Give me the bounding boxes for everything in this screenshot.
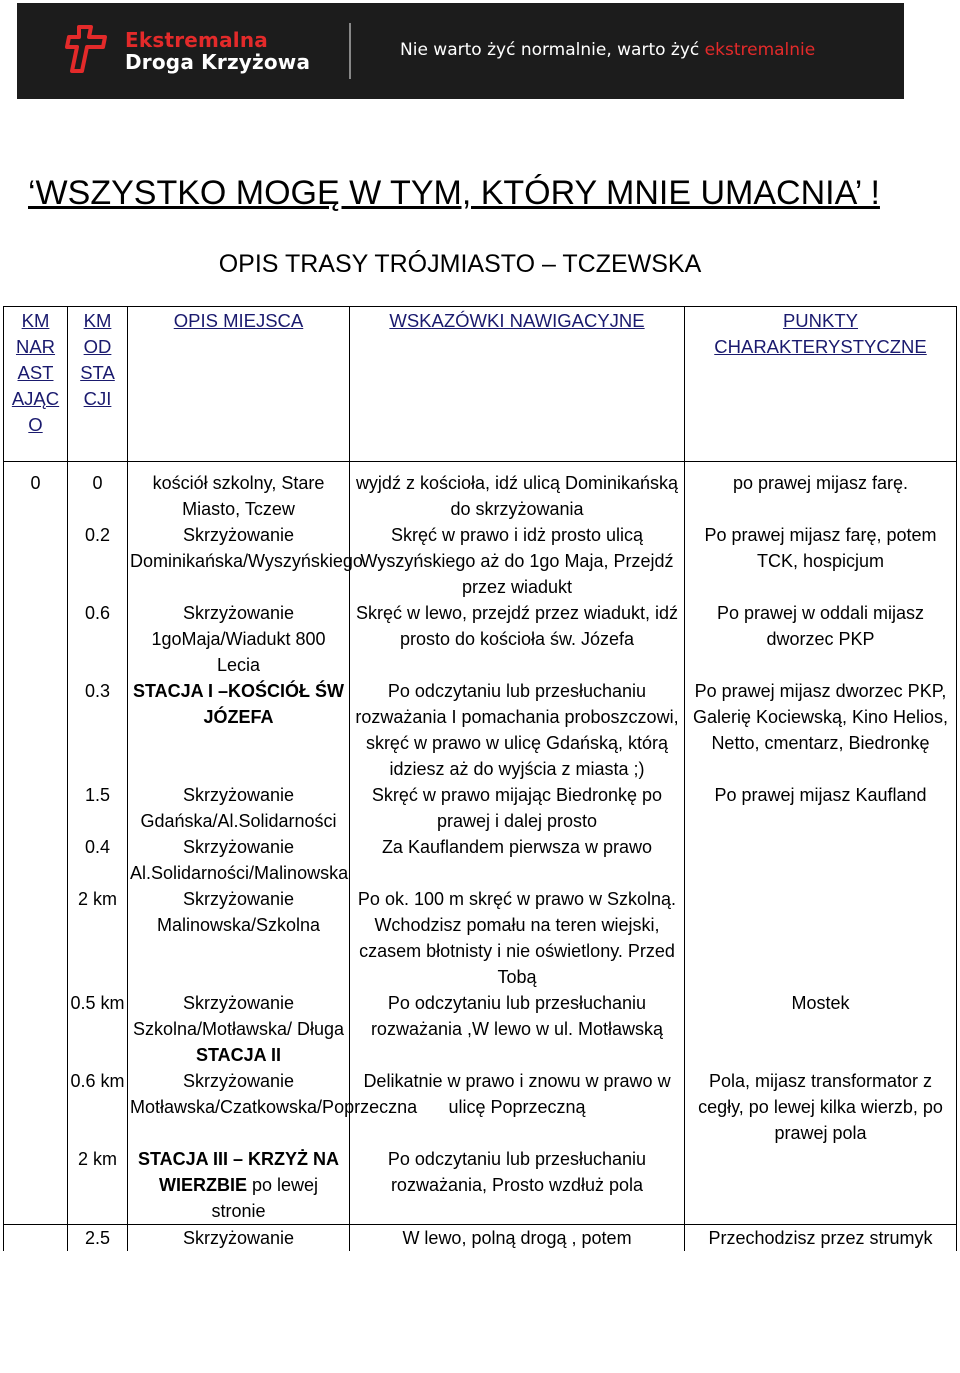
- brand-logotype[interactable]: [125, 29, 310, 73]
- cell-place: [128, 834, 350, 886]
- cell-km-station: 2 km: [68, 1146, 128, 1225]
- table-body: [4, 462, 957, 1252]
- cell-km-station: 0.6 km: [68, 1068, 128, 1146]
- slogan-accent: ekstremalnie: [704, 40, 816, 60]
- cell-navigation: Skręć w prawo mijając Biedronkę po prawej i dalej prosto: [350, 782, 685, 834]
- cell-km-station: 0.6: [68, 600, 128, 678]
- place-text: Skrzyżowanie Motławska/Czatkowska/Poprzeczna: [130, 1071, 418, 1117]
- header-place: OPIS MIEJSCA: [128, 307, 350, 462]
- place-text: Skrzyżowanie Al.Solidarności/Malinowska: [130, 837, 349, 883]
- cell-place: [128, 600, 350, 678]
- cell-km-station: 0.2: [68, 522, 128, 600]
- header-km-station: KM OD STA CJI: [68, 307, 128, 462]
- cell-km-station: 0.4: [68, 834, 128, 886]
- cell-landmarks: Po prawej mijasz farę, potem TCK, hospicjum: [685, 522, 957, 600]
- table-row: [4, 678, 957, 782]
- cell-km-station: 2.5: [68, 1225, 128, 1252]
- place-text: Skrzyżowanie Dominikańska/Wyszyńskiego: [130, 525, 363, 571]
- cell-landmarks: [685, 834, 957, 886]
- cell-navigation: Skręć w lewo, przejdź przez wiadukt, idź prosto do kościoła św. Józefa: [350, 600, 685, 678]
- route-table: [3, 306, 957, 1251]
- cell-navigation: Po ok. 100 m skręć w prawo w Szkolną. Wchodzisz pomału na teren wiejski, czasem błotnisty i nie oświetlony. Przed Tobą: [350, 886, 685, 990]
- brand-line-2: Droga Krzyżowa: [125, 50, 311, 74]
- cell-km-total: [4, 1146, 68, 1225]
- cell-landmarks: Po prawej mijasz dworzec PKP, Galerię Kociewską, Kino Helios, Netto, cmentarz, Biedronkę: [685, 678, 957, 782]
- cell-km-total: [4, 1068, 68, 1146]
- place-station-label: STACJA III – KRZYŻ NA WIERZBIE: [137, 1149, 339, 1195]
- cell-place: [128, 1225, 350, 1252]
- cell-km-total: [4, 1225, 68, 1252]
- cell-landmarks: Po prawej mijasz Kaufland: [685, 782, 957, 834]
- place-station-label: STACJA I –KOŚCIÓŁ ŚW JÓZEFA: [132, 681, 345, 727]
- table-row: [4, 1225, 957, 1252]
- cell-place: [128, 990, 350, 1068]
- place-text: Skrzyżowanie 1goMaja/Wiadukt 800 Lecia: [151, 603, 326, 675]
- cell-navigation: wyjdź z kościoła, idź ulicą Dominikańską do skrzyżowania: [350, 462, 685, 523]
- cell-landmarks: [685, 886, 957, 990]
- cell-navigation: Po odczytaniu lub przesłuchaniu rozważania I pomachania proboszczowi, skręć w prawo w ulicę Gdańską, którą idziesz aż do wyjścia z miasta ;): [350, 678, 685, 782]
- cell-km-total: [4, 886, 68, 990]
- table-row: [4, 782, 957, 834]
- table-row: [4, 1068, 957, 1146]
- cell-km-total: [4, 782, 68, 834]
- header-navigation: WSKAZÓWKI NAWIGACYJNE: [350, 307, 685, 462]
- place-station-label: STACJA II: [195, 1045, 281, 1065]
- cell-place: [128, 522, 363, 600]
- cell-km-station: 0.5 km: [68, 990, 128, 1068]
- cell-km-total: [4, 678, 68, 782]
- place-tail-text: po lewej stronie: [211, 1175, 319, 1221]
- cell-landmarks: Mostek: [685, 990, 957, 1068]
- page-title: OPIS TRASY TRÓJMIASTO – TCZEWSKA: [218, 250, 702, 278]
- place-text: Skrzyżowanie Szkolna/Motławska/ Długa: [132, 993, 345, 1039]
- table-row: [4, 834, 957, 886]
- cell-landmarks: Po prawej w oddali mijasz dworzec PKP: [685, 600, 957, 678]
- cell-landmarks: [685, 1146, 957, 1225]
- table-row: [4, 886, 957, 990]
- cell-navigation: Skręć w prawo i idż prosto ulicą Wyszyńskiego aż do 1go Maja, Przejdź przez wiadukt: [350, 522, 685, 600]
- cell-place: [128, 678, 350, 782]
- cell-navigation: Delikatnie w prawo i znowu w prawo w ulicę Poprzeczną: [350, 1068, 685, 1146]
- cell-navigation: Po odczytaniu lub przesłuchaniu rozważania, Prosto wzdłuż pola: [350, 1146, 685, 1225]
- cell-km-station: 1.5: [68, 782, 128, 834]
- cell-km-station: 2 km: [68, 886, 128, 990]
- table-row: [4, 600, 957, 678]
- cell-place: [128, 782, 350, 834]
- header-km-total: KM NAR AST AJĄC O: [4, 307, 68, 462]
- place-text: Skrzyżowanie: [182, 1228, 295, 1248]
- cell-navigation: Po odczytaniu lub przesłuchaniu rozważania ,W lewo w ul. Motławską: [350, 990, 685, 1068]
- motto-heading: ‘WSZYSTKO MOGĘ W TYM, KTÓRY MNIE UMACNIA’ !: [28, 174, 880, 212]
- place-text: Skrzyżowanie Gdańska/Al.Solidarności: [140, 785, 337, 831]
- cell-landmarks: Przechodzisz przez strumyk: [685, 1225, 957, 1252]
- header-landmarks: PUNKTY CHARAKTERYSTYCZNE: [685, 307, 957, 462]
- cell-navigation: Za Kauflandem pierwsza w prawo: [350, 834, 685, 886]
- cell-km-total: [4, 834, 68, 886]
- cell-km-total: [4, 600, 68, 678]
- cell-km-total: 0: [4, 462, 68, 523]
- cell-place: [128, 1068, 418, 1146]
- place-text: kościół szkolny, Stare Miasto, Tczew: [152, 473, 325, 519]
- cell-km-station: 0.3: [68, 678, 128, 782]
- banner-divider: [349, 23, 351, 79]
- cell-place: [128, 462, 350, 523]
- table-row: [4, 462, 957, 523]
- table-row: [4, 1146, 957, 1225]
- cell-place: [128, 1146, 350, 1225]
- cell-landmarks: Pola, mijasz transformator z cegły, po lewej kilka wierzb, po prawej pola: [685, 1068, 957, 1146]
- cross-logo-icon: [65, 23, 117, 73]
- cell-landmarks: po prawej mijasz farę.: [685, 462, 957, 523]
- cell-navigation: W lewo, polną drogą , potem: [350, 1225, 685, 1252]
- site-banner: [17, 3, 904, 99]
- brand-line-1: Ekstremalna: [125, 28, 268, 52]
- place-text: Skrzyżowanie Malinowska/Szkolna: [156, 889, 321, 935]
- slogan-main: Nie warto żyć normalnie, warto żyć: [400, 40, 705, 60]
- cell-km-station: 0: [68, 462, 128, 523]
- table-row: [4, 522, 957, 600]
- table-header-row: [4, 307, 957, 462]
- banner-slogan: [400, 40, 815, 60]
- cell-km-total: [4, 522, 68, 600]
- cell-km-total: [4, 990, 68, 1068]
- cell-place: [128, 886, 350, 990]
- table-row: [4, 990, 957, 1068]
